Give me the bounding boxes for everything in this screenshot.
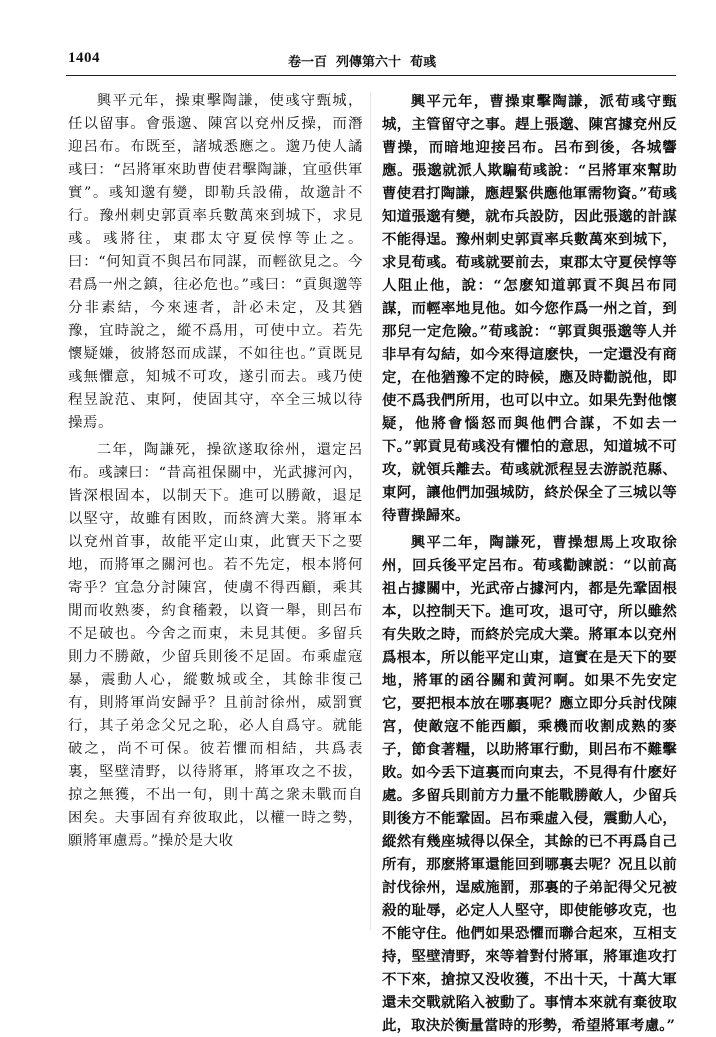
header-rule	[66, 75, 676, 76]
page-number: 1404	[68, 50, 100, 66]
classical-paragraph: 二年，陶謙死，操欲遂取徐州，還定呂布。彧諫曰：“昔高祖保關中，光武據河內，皆深根固本，以制天下。進可以勝敵，退足以堅守，故雖有困敗，而終濟大業。將軍本以兗州首事，故能平定山東，此實天下之要地，而將軍之關河也。若不先定，根本將何寄乎？宜急分討陳宮，使虜不得西顧，乘其閒而收熟麥，約食稸穀，以資一舉，則呂布不足破也。今舍之而東，未見其便。多留兵則力不勝敵，少留兵則後不足固。布乘虛寇暴，震動人心，縱數城或全，其餘非復己有，則將軍尚安歸乎？且前討徐州，威罰實行，其子弟念父兄之恥，必人自爲守。就能破之，尚不可保。彼若懼而相結，共爲表裏，堅壁清野，以待將軍，將軍攻之不拔，掠之無獲，不出一旬，則十萬之衆未戰而自困矣。夫事固有弃彼取此，以權一時之勢，願將軍慮焉。”操於是大收	[68, 442, 363, 849]
translation-paragraph: 興平二年，陶謙死，曹操想馬上攻取徐州，回兵後平定呂布。荀彧勸諫説：“以前高祖占據關中，光武帝占據河内，都是先鞏固根本，以控制天下。進可攻，退可守，所以雖然有失敗之時，而終於完成大業。將軍本以兗州爲根本，所以能平定山東，這實在是天下的要地，將軍的函谷關和黄河啊。如果不先安定它，要把根本放在哪裏呢？應立即分兵討伐陳宮，使敵寇不能西顧，乘機而收割成熟的麥子，節食著糧，以助將軍行動，則呂布不難擊敗。如今丢下這裏而向東去，不見得有什麽好處。多留兵則前方力量不能戰勝敵人，少留兵則後方不能鞏固。呂布乘虛入侵，震動人心，縱然有幾座城得以保全，其餘的已不再爲自己所有，那麽將軍還能回到哪裏去呢？况且以前討伐徐州，逞威施罰，那裏的子弟記得父兄被殺的耻辱，必定人人堅守，即使能够攻克，也不能守住。他們如果恐懼而聯合起來，互相支持，堅壁清野，來等着對付將軍，將軍進攻打不下來，搶掠又没收獲，不出十天，十萬大軍還未交戰就陷入被動了。事情本來就有棄彼取此，取決於衡量當時的形勢，希望將軍考慮。”	[382, 534, 677, 1034]
column-gutter	[370, 92, 371, 930]
page-header	[68, 50, 674, 74]
running-head: 卷一百 列傳第六十 荀彧	[288, 55, 437, 70]
translation-text-column	[382, 90, 677, 1037]
classical-paragraph: 興平元年，操東擊陶謙，使彧守甄城，任以留事。會張邈、陳宮以兗州反操，而潛迎呂布。布既至，諸城悉應之。邈乃使人譎彧曰：“呂將軍來助曹使君擊陶謙，宜亟供軍實”。彧知邈有變，即勒兵設備，故邈計不行。豫州刺史郭貢率兵數萬來到城下，求見彧。彧將往，東郡太守夏侯惇等止之。曰：“何知貢不與呂布同謀，而輕欲見之。今君爲一州之鎮，往必危也。”彧曰：“貢與邈等分非素結，今來速者，計必未定，及其猶豫，宜時說之，縱不爲用，可使中立。若先懷疑嫌，彼將怒而成謀，不如往也。”貢既見彧無懼意，知城不可攻，遂引而去。彧乃使程昱說范、東阿，使固其守，卒全三城以待操焉。	[68, 93, 363, 431]
translation-paragraph: 興平元年，曹操東擊陶謙，派荀彧守甄城，主管留守之事。趕上張邈、陳宮據兗州反曹操，而暗地迎接呂布。呂布到後，各城響應。張邈就派人欺騙荀彧說：“呂將軍來幫助曹使君打陶謙，應趕緊供應他軍需物資。”荀彧知道張邈有變，就布兵設防，因此張邈的計謀不能得逞。豫州刺史郭貢率兵數萬來到城下，求見荀彧。荀彧就要前去，東郡太守夏侯惇等人阻止他，說：“怎麽知道郭貢不與呂布同謀，而輕率地見他。如今您作爲一州之首，到那兒一定危險。”荀彧說：“郭貢與張邈等人并非早有勾結，如今來得這麽快，一定還没有商定，在他猶豫不定的時候，應及時勸説他，即使不爲我們所用，也可以中立。如果先對他懷疑，他將會惱怒而與他們合謀，不如去一下。”郭貢見荀彧没有懼怕的意思，知道城不可攻，就領兵離去。荀彧就派程昱去游説范縣、東阿，讓他們加强城防，終於保全了三城以等待曹操歸來。	[382, 93, 677, 524]
classical-text-column	[68, 90, 363, 853]
